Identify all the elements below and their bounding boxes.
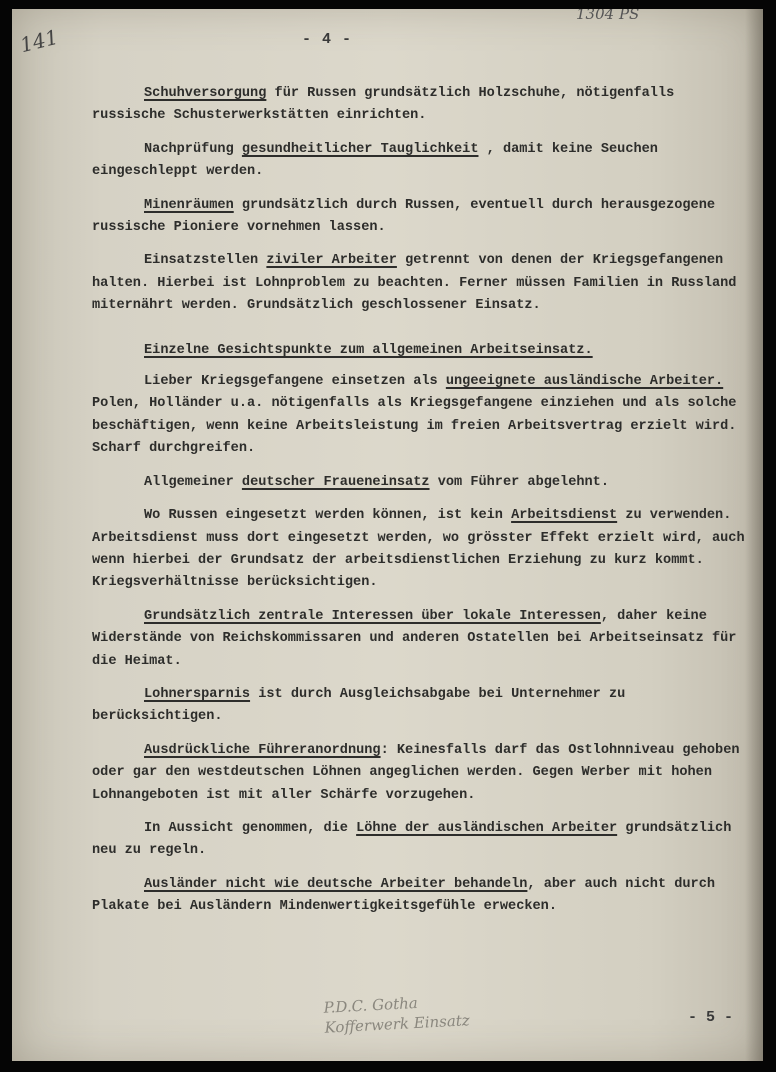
paragraph-text: Einsatzstellen [144,253,267,269]
underlined-term: Schuhversorgung [144,86,267,101]
paragraph-text: Allgemeiner [144,474,242,490]
paragraph-text: zu verwenden. Arbeitsdienst muss dort eingesetzt werden, wo grösster Effekt erzielt wird, auch wenn hierbei der Grundsatz der arbeitsdienstlichen Erziehung zu kurz kommt. Kriegsverhältnisse berücksichtigen. [92,508,745,591]
paragraph-text: getrennt von denen der Kriegsgefangenen halten. Hierbei ist Lohnproblem zu beachten. Ferner müssen Familien in Russland miternährt werden. Grundsätzlich geschlossener Einsatz. [92,253,737,314]
paragraph-text: : Keinesfalls darf das Ostlohnniveau gehoben oder gar den westdeutschen Löhnen angeglichen werden. Gegen Werber mit hohen Lohnangeboten ist mit aller Schärfe vorzugehen. [92,742,740,803]
paragraph-text: Polen, Holländer u.a. nötigenfalls als Kriegsgefangene einziehen und als solche beschäftigen, wenn keine Arbeitsleistung im freien Arbeitsvertrag erzielt wird. Scharf durchgreifen. [92,396,737,457]
underlined-term: Ausländer nicht wie deutsche Arbeiter behandeln [144,876,528,892]
paragraph [92,250,752,317]
underlined-term: deutscher Fraueneinsatz [241,474,430,490]
paragraph [92,505,752,595]
archive-stamp [323,990,470,1038]
underlined-term: Ausdrückliche Führeranordnung [144,742,381,758]
underlined-term: Lohnersparnis [144,686,251,702]
paragraph-text: für Russen grundsätzlich Holzschuhe, nötigenfalls russische Schusterwerkstätten einrichten. [92,86,675,124]
paragraph-text: Nachprüfung [144,141,242,157]
paragraph [92,740,752,807]
page-number: - 4 - [302,31,353,48]
paragraph [92,83,752,128]
underlined-term: Löhne der ausländischen Arbeiter [356,820,618,836]
section-heading-text: Einzelne Gesichtspunkte zum allgemeinen Arbeitseinsatz. [144,342,593,358]
stamp-line: Kofferwerk Einsatz [324,1011,471,1037]
paragraph [92,195,752,240]
paragraph-text: Lieber Kriegsgefangene einsetzen als [144,374,446,390]
paragraph-text: Wo Russen eingesetzt werden können, ist kein [144,508,512,524]
archive-number: 141 [17,24,61,58]
paragraph [92,684,752,729]
paragraph-text: vom Führer abgelehnt. [429,474,609,490]
underlined-term: gesundheitlicher Tauglichkeit [241,141,479,157]
section-heading [92,340,752,362]
paragraph [92,371,752,461]
paragraph-text: grundsätzlich durch Russen, eventuell durch herausgezogene russische Pioniere vornehmen lassen. [92,197,716,236]
document-page [12,9,763,1061]
paragraph [92,874,752,919]
underlined-term: Arbeitsdienst [511,508,618,524]
underlined-term: Grundsätzlich zentrale Interessen über lokale Interessen [144,608,601,624]
paragraph [92,139,752,184]
underlined-term: Minenräumen [144,197,234,213]
paragraph-text: , daher keine Widerstände von Reichskommissaren und anderen Ostatellen bei Arbeitseinsatz für die Heimat. [92,608,737,669]
paragraph-text: , aber auch nicht durch Plakate bei Ausländern Mindenwertigkeitsgefühle erwecken. [92,876,716,915]
paragraph-text: ist durch Ausgleichsabgabe bei Unternehmer zu berücksichtigen. [92,686,626,725]
paragraph-text: , damit keine Seuchen eingeschleppt werden. [92,141,658,180]
paragraph [92,606,752,673]
paragraph-text: grundsätzlich neu zu regeln. [92,820,732,859]
document-body [92,83,752,930]
paragraph [92,472,752,494]
next-page-number: - 5 - [688,1009,734,1026]
archive-reference: 1304 PS [576,9,640,23]
underlined-term: ungeeignete ausländische Arbeiter. [445,374,724,390]
stamp-line: P.D.C. Gotha [323,993,419,1017]
paragraph [92,818,752,863]
underlined-term: ziviler Arbeiter [266,253,397,269]
paragraph-text: In Aussicht genommen, die [144,820,357,836]
